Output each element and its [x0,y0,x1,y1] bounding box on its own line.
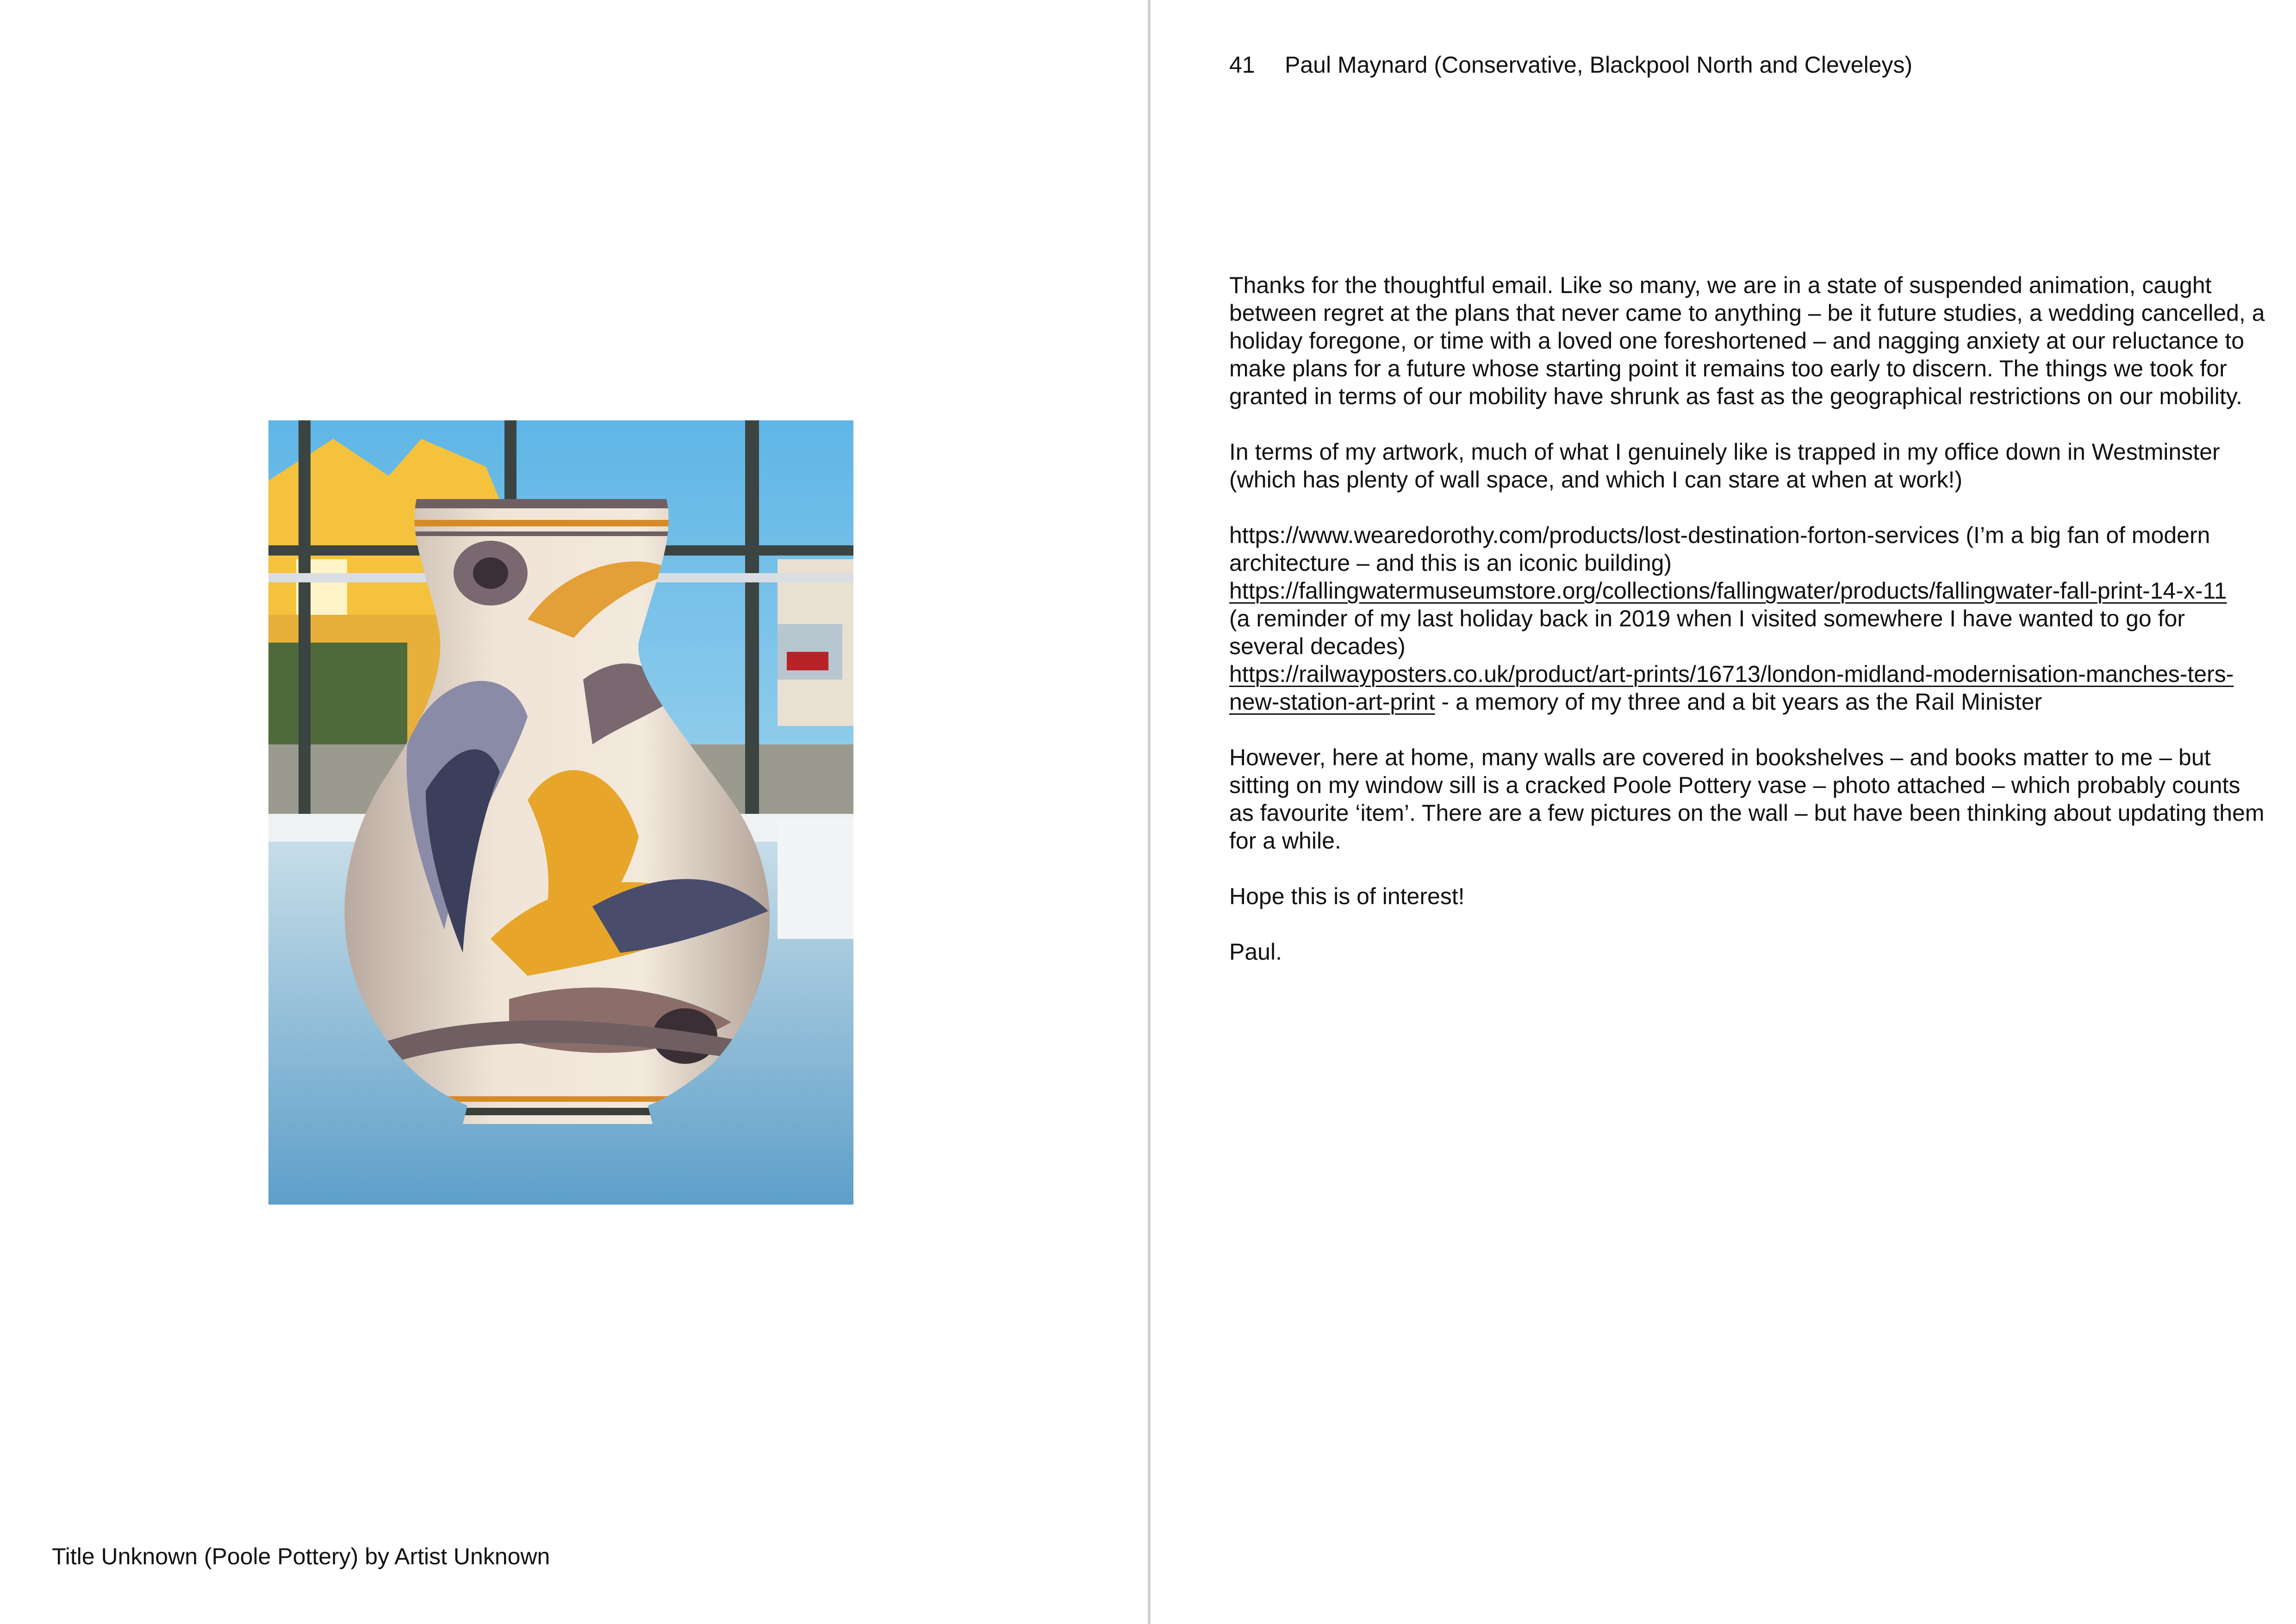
letter-paragraph-4: Hope this is of interest! [1229,883,1465,909]
page-number: 41 [1229,52,1255,78]
link-3-note: - a memory of my three and a bit years as the Rail Minister [1435,689,2042,715]
link-3[interactable]: https://railwayposters.co.uk/product/art-prints/16713/london-midland-modernisation-manches-ters-new-station-art-print [1229,661,2234,715]
link-2-row [1229,577,2266,605]
link-1-text: https://www.wearedorothy.com/products/lost-destination-forton-services [1229,522,1960,548]
letter-links-block [1229,521,2266,716]
vase-illustration [268,420,853,1205]
letter-signoff: Paul. [1229,939,1282,965]
image-caption: Title Unknown (Poole Pottery) by Artist Unknown [52,1543,550,1569]
letter-paragraph-3: However, here at home, many walls are covered in bookshelves – and books matter to me – but sitting on my window sill is a cracked Poole Pottery vase – photo attached – which probably counts as favourite ‘item’. There are a few pictures on the wall – but have been thinking about updating them for a while. [1229,744,2265,854]
letter-paragraph-2: In terms of my artwork, much of what I genuinely like is trapped in my office down in Westminster (which has plenty of wall space, and which I can stare at when at work!) [1229,439,2220,493]
vase-photo [268,420,853,1205]
link-1-note: (I’m a big fan of modern architecture – and this is an iconic building) [1229,522,2210,576]
contributor-name: Paul Maynard (Conservative, Blackpool North and Cleveleys) [1285,52,1913,78]
page-header [1229,50,1912,80]
letter-body [1229,271,2266,993]
link-3-row [1229,660,2266,716]
link-2-note: (a reminder of my last holiday back in 2019 when I visited somewhere I have wanted to go for several decades) [1229,606,2185,659]
right-page [1151,0,2296,1624]
letter-paragraph-1: Thanks for the thoughtful email. Like so many, we are in a state of suspended animation, caught between regret at the plans that never came to anything – be it future studies, a wedding cancelled, a holiday foregone, or time with a loved one foreshortened – and nagging anxiety at our reluctance to make plans for a future whose starting point it remains too early to discern. The things we took for granted in terms of our mobility have shrunk as fast as the geographical restrictions on our mobility. [1229,272,2265,409]
link-2[interactable]: https://fallingwatermuseumstore.org/collections/fallingwater/products/fallingwater-fall-print-14-x-11 [1229,578,2227,604]
